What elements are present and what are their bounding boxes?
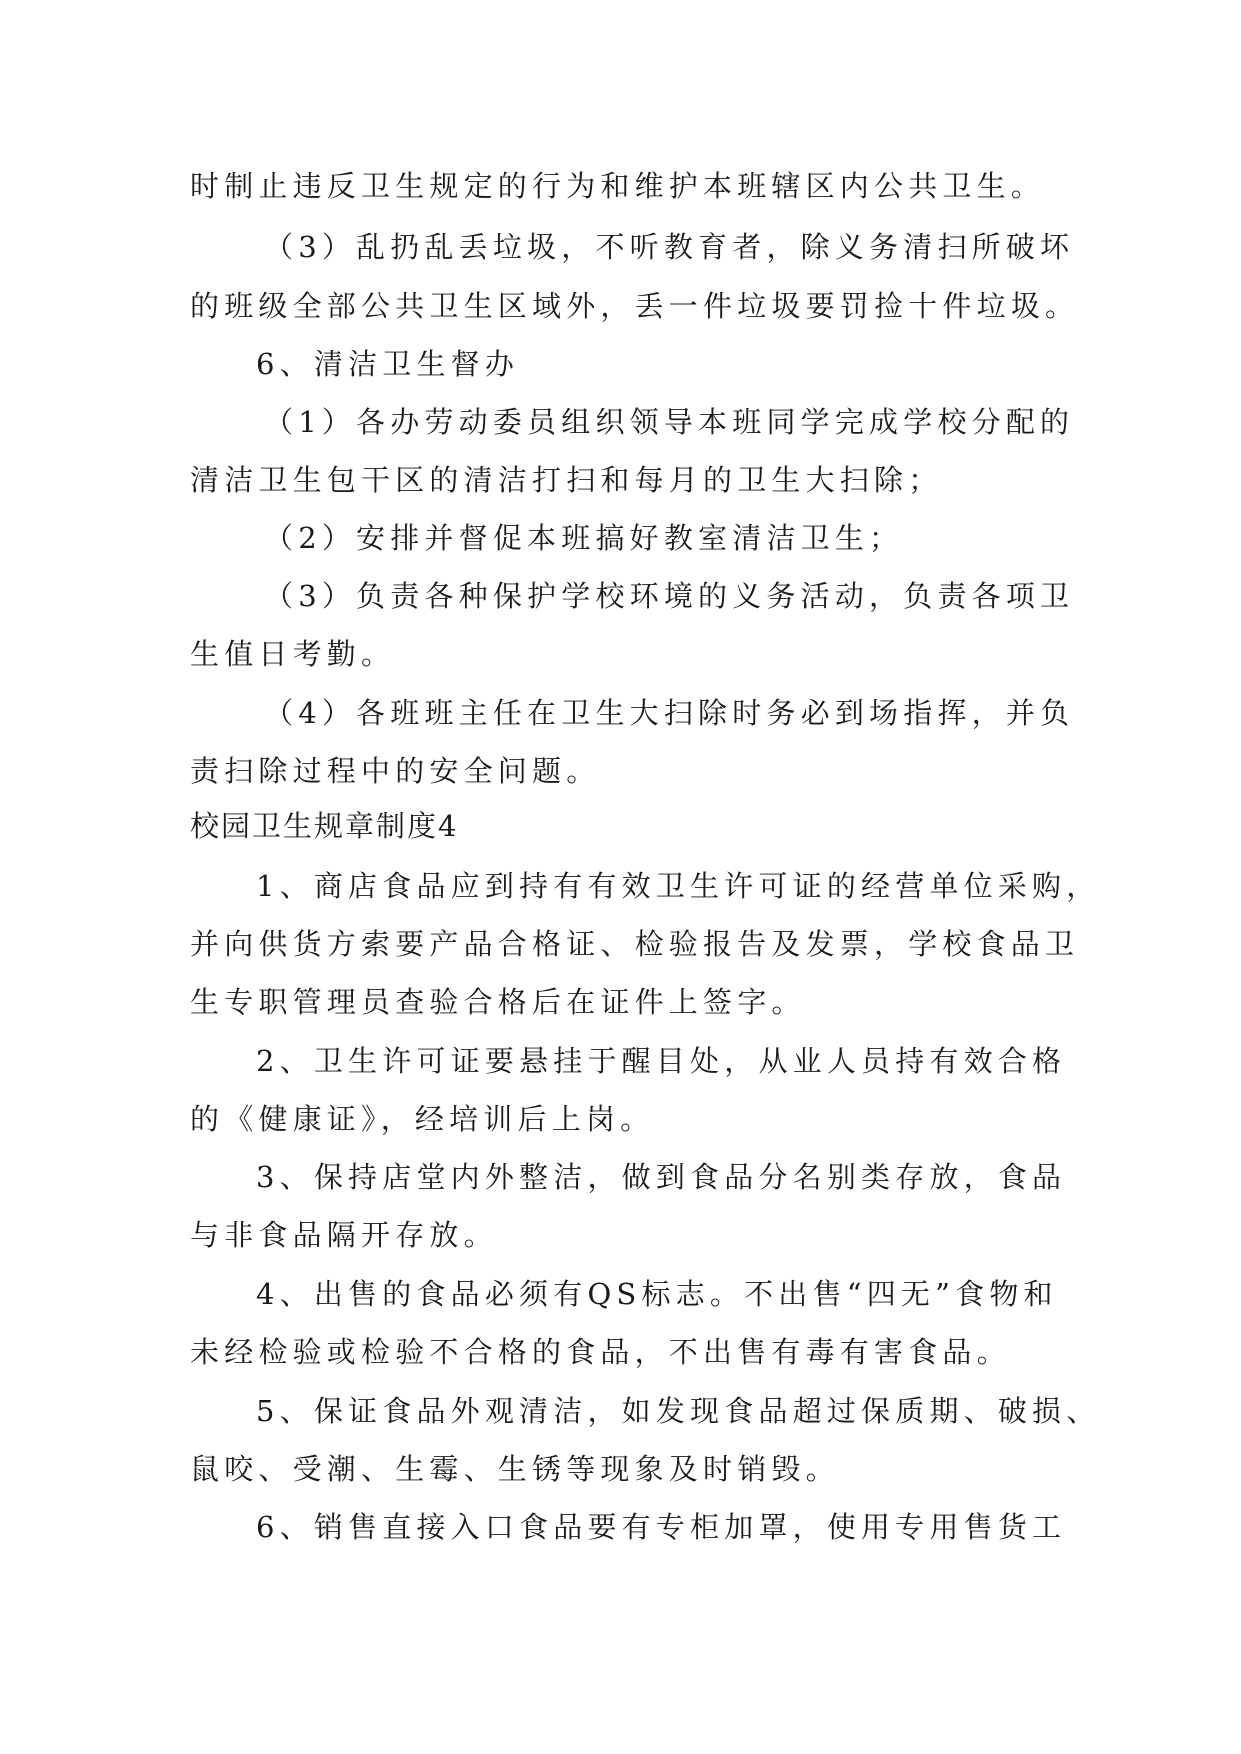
text-line: 的班级全部公共卫生区域外，丢一件垃圾要罚捡十件垃圾。 — [190, 289, 1080, 323]
text-line: 生值日考勤。 — [190, 637, 396, 671]
text-line: 并向供货方索要产品合格证、检验报告及发票，学校食品卫 — [190, 927, 1080, 961]
text-line: 4、出售的食品必须有QS标志。不出售“四无”食物和 — [256, 1277, 1058, 1311]
text-line: 生专职管理员查验合格后在证件上签字。 — [190, 985, 806, 1019]
text-line: 责扫除过程中的安全问题。 — [190, 754, 601, 788]
text-line: 6、销售直接入口食品要有专柜加罩，使用专用售货工 — [256, 1510, 1067, 1544]
text-line: 1、商店食品应到持有有效卫生许可证的经营单位采购， — [256, 869, 1101, 903]
text-line: （3）负责各种保护学校环境的义务活动，负责各项卫 — [264, 579, 1075, 613]
text-line: 鼠咬、受潮、生霉、生锈等现象及时销毁。 — [190, 1452, 840, 1486]
text-line: 时制止违反卫生规定的行为和维护本班辖区内公共卫生。 — [190, 169, 1046, 203]
text-line: （2）安排并督促本班搞好教室清洁卫生； — [264, 521, 904, 555]
text-line: 清洁卫生包干区的清洁打扫和每月的卫生大扫除； — [190, 463, 943, 497]
text-line: （1）各办劳动委员组织领导本班同学完成学校分配的 — [264, 405, 1075, 439]
text-line: 3、保持店堂内外整洁，做到食品分名别类存放，食品 — [256, 1160, 1067, 1194]
document-title: 校园卫生规章制度4 — [190, 809, 459, 843]
text-line: 的《健康证》，经培训后上岗。 — [190, 1102, 655, 1136]
text-line: （4）各班班主任在卫生大扫除时务必到场指挥，并负 — [264, 696, 1075, 730]
text-line: （3）乱扔乱丢垃圾，不听教育者，除义务清扫所破坏 — [264, 230, 1075, 264]
section-heading: 6、清洁卫生督办 — [256, 347, 520, 381]
text-line: 2、卫生许可证要悬挂于醒目处，从业人员持有效合格 — [256, 1044, 1067, 1078]
text-line: 未经检验或检验不合格的食品，不出售有毒有害食品。 — [190, 1335, 1011, 1369]
text-line: 与非食品隔开存放。 — [190, 1218, 498, 1252]
text-line: 5、保证食品外观清洁，如发现食品超过保质期、破损、 — [256, 1394, 1101, 1428]
